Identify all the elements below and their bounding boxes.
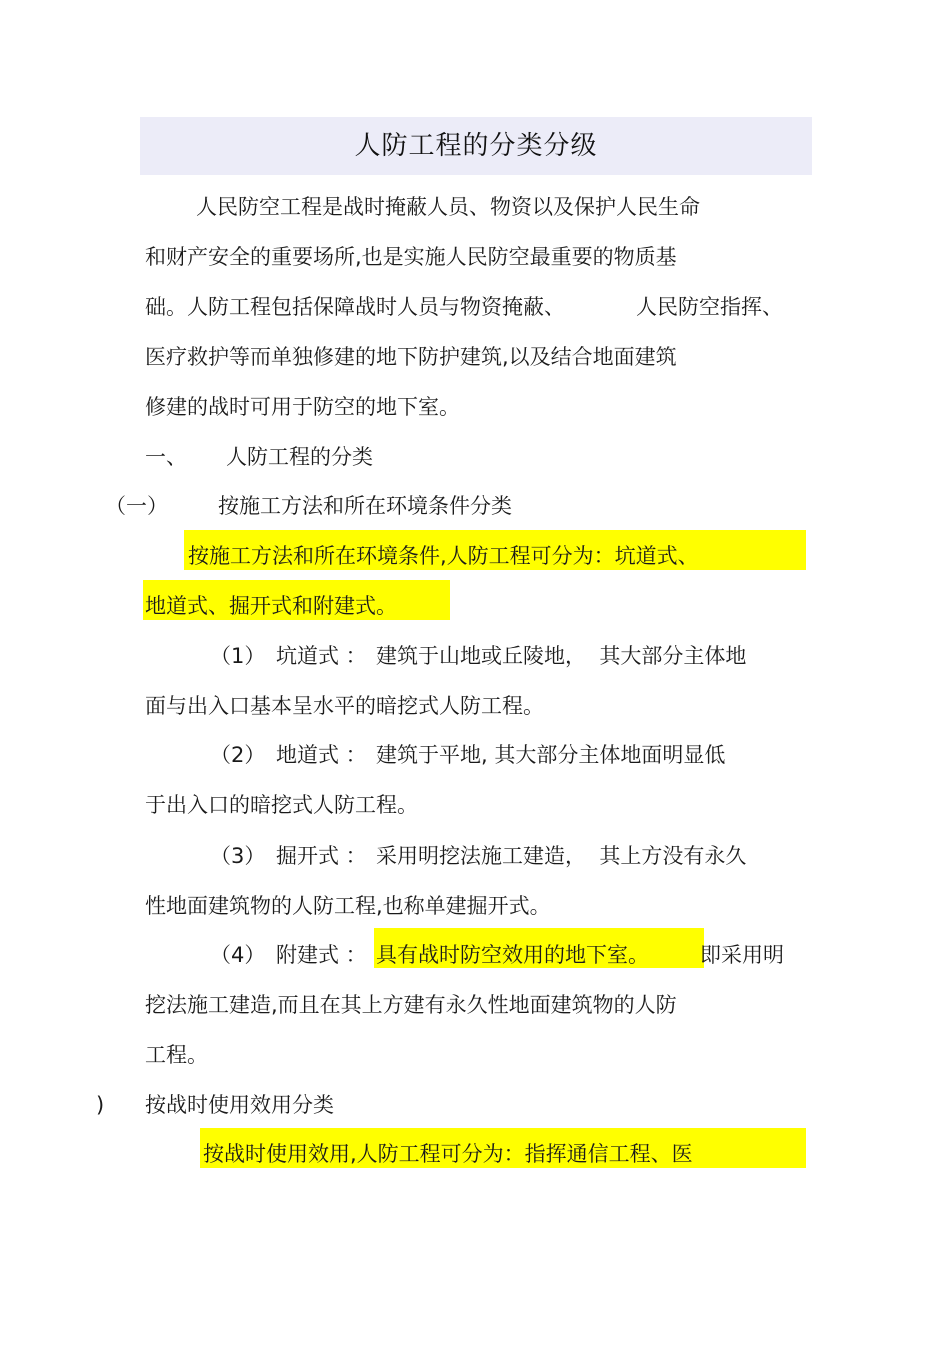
item-1-text-2: 面与出入口基本呈水平的暗挖式人防工程。: [145, 694, 544, 718]
item-1-text-1: 建筑于山地或丘陵地， 其大部分主体地: [376, 644, 747, 668]
intro-line-4: 医疗救护等而单独修建的地下防护建筑,以及结合地面建筑: [145, 345, 677, 369]
intro-line-5: 修建的战时可用于防空的地下室。: [145, 395, 460, 419]
item-1-number: （1）: [210, 644, 266, 668]
item-1-name: 坑道式 ：: [276, 644, 367, 668]
subsection-2-number: ): [96, 1093, 105, 1117]
intro-line-1: 人民防空工程是战时掩蔽人员、物资以及保护人民生命: [196, 195, 700, 219]
item-2-name: 地道式 ：: [276, 743, 367, 767]
item-4-number: （4）: [210, 943, 266, 967]
sub2-paragraph-line-1: 按战时使用效用,人防工程可分为：指挥通信工程、医: [203, 1142, 693, 1166]
item-2-number: （2）: [210, 743, 266, 767]
item-3-number: （3）: [210, 844, 266, 868]
sub1-paragraph-line-2: 地道式、掘开式和附建式。: [145, 594, 397, 618]
section-1-heading: 人防工程的分类: [226, 445, 373, 469]
item-2-text-1: 建筑于平地, 其大部分主体地面明显低: [376, 743, 726, 767]
item-4-text-1a: 具有战时防空效用的地下室。: [376, 943, 649, 967]
subsection-1-number: （一）: [105, 494, 168, 518]
intro-line-3a: 础。人防工程包括保障战时人员与物资掩蔽、: [145, 295, 565, 319]
item-4-text-1b: 即采用明: [700, 943, 784, 967]
intro-line-3b: 人民防空指挥、: [636, 295, 783, 319]
item-4-text-3: 工程。: [145, 1043, 208, 1067]
item-3-text-1: 采用明挖法施工建造， 其上方没有永久: [376, 844, 747, 868]
item-2-text-2: 于出入口的暗挖式人防工程。: [145, 793, 418, 817]
subsection-1-heading: 按施工方法和所在环境条件分类: [218, 494, 512, 518]
item-3-name: 掘开式 ：: [276, 844, 367, 868]
sub1-paragraph-line-1: 按施工方法和所在环境条件,人防工程可分为：坑道式、: [188, 544, 699, 568]
subsection-2-heading: 按战时使用效用分类: [145, 1093, 334, 1117]
section-1-number: 一、: [145, 445, 187, 469]
item-3-text-2: 性地面建筑物的人防工程,也称单建掘开式。: [145, 894, 551, 918]
page-title: 人防工程的分类分级: [354, 131, 598, 161]
item-4-name: 附建式 ：: [276, 943, 367, 967]
item-4-text-2: 挖法施工建造,而且在其上方建有永久性地面建筑物的人防: [145, 993, 677, 1017]
intro-line-2: 和财产安全的重要场所,也是实施人民防空最重要的物质基: [145, 245, 677, 269]
